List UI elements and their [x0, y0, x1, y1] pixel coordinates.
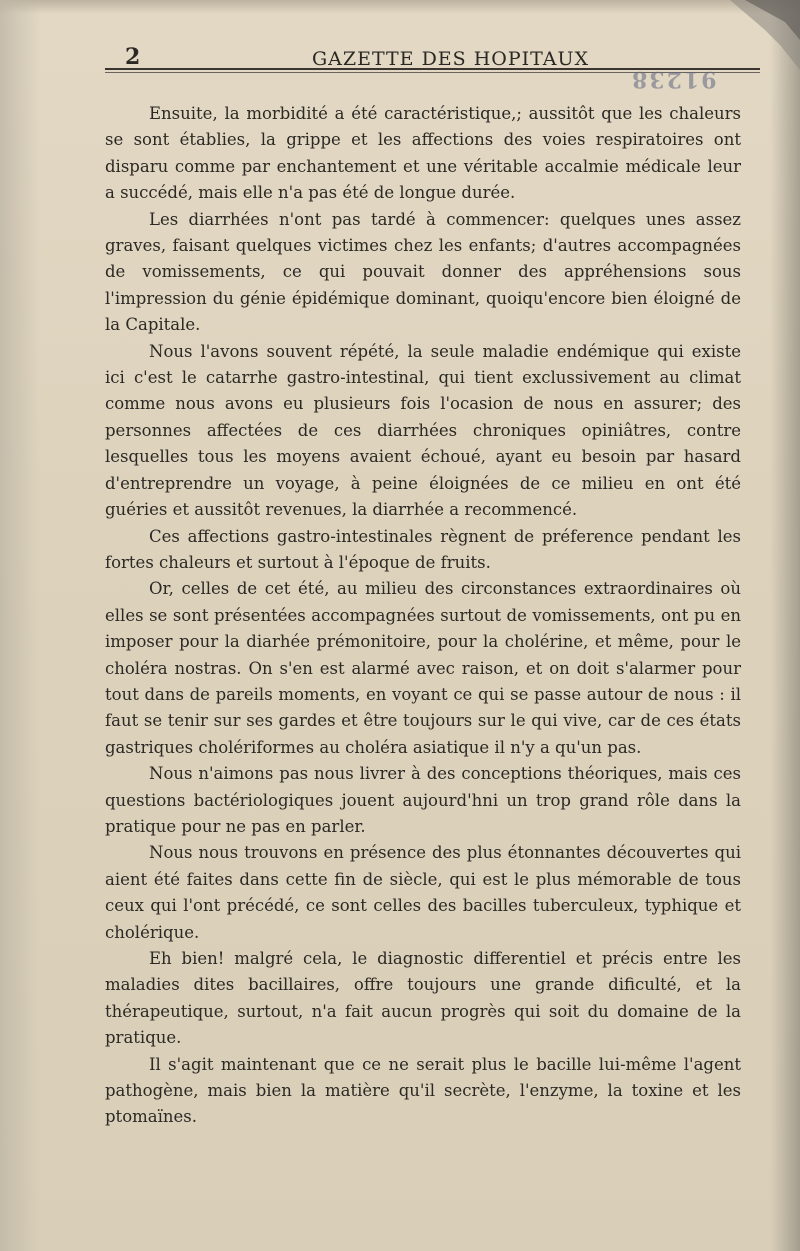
page-header [105, 38, 760, 92]
paragraph: Eh bien! malgré cela, le diagnostic differentiel et précis entre les maladies dites bacillaires, offre toujours une grande dificulté, et la thérapeutique, surtout, n'a fait aucun progrès qui soit du domaine de la pratique. [105, 949, 741, 1048]
paragraph: Or, celles de cet été, au milieu des circonstances extraordinaires où elles se sont présentées accompagnées surtout de vomissements, ont pu en imposer pour la diarhée prémonitoire, pour la cholérine, et même, pour le choléra nostras. On s'en est alarmé avec raison, et on doit s'alarmer pour tout dans de pareils moments, en voyant ce qui se passe autour de nous : il faut se tenir sur ses gardes et être toujours sur le qui vive, car de ces états gastriques cholériformes au choléra asiatique il n'y a qu'un pas. [105, 579, 741, 757]
page-top-shadow [0, 0, 800, 14]
article-body [105, 101, 741, 1131]
paragraph: Nous nous trouvons en présence des plus étonnantes découvertes qui aient été faites dans cette fin de siècle, qui est le plus mémorable de tous ceux qui l'ont précédé, ce sont celles des bacilles tuberculeux, typhique et cholérique. [105, 843, 741, 942]
paragraph: Ces affections gastro-intestinales règnent de préference pendant les fortes chaleurs et surtout à l'époque de fruits. [105, 526, 741, 572]
paragraph: Ensuite, la morbidité a été caractéristique,; aussitôt que les chaleurs se sont établies, la grippe et les affections des voies respiratoires ont disparu comme par enchantement et une véritable accalmie médicale leur a succédé, mais elle n'a pas été de longue durée. [105, 104, 741, 203]
page-left-shadow [0, 0, 40, 1251]
page-number: 2 [125, 44, 141, 70]
library-stamp: 91238 [630, 66, 717, 92]
paragraph: Il s'agit maintenant que ce ne serait plus le bacille lui-même l'agent pathogène, mais bien la matière qu'il secrète, l'enzyme, la toxine et les ptomaïnes. [105, 1054, 741, 1127]
paragraph: Nous n'aimons pas nous livrer à des conceptions théoriques, mais ces questions bactériologiques jouent aujourd'hni un trop grand rôle dans la pratique pour ne pas en parler. [105, 764, 741, 836]
paragraph: Nous l'avons souvent répété, la seule maladie endémique qui existe ici c'est le catarrhe gastro-intestinal, qui tient exclussivement au climat comme nous avons eu plusieurs fois l'ocasion de nous en assurer; des personnes affectées de ces diarrhées chroniques opiniâtres, contre lesquelles tous les moyens avaient échoué, ayant eu besoin par hasard d'entreprendre un voyage, à peine éloignées de ce milieu en ont été guéries et aussitôt revenues, la diarrhée a recommencé. [105, 341, 741, 520]
running-title: GAZETTE DES HOPITAUX [312, 48, 590, 70]
paragraph: Les diarrhées n'ont pas tardé à commencer: quelques unes assez graves, faisant quelques victimes chez les enfants; d'autres accompagnées de vomissements, ce qui pouvait donner des appréhensions sous l'impression du génie épidémique dominant, quoiqu'encore bien éloigné de la Capitale. [105, 209, 741, 335]
page-right-shadow [770, 0, 800, 1251]
